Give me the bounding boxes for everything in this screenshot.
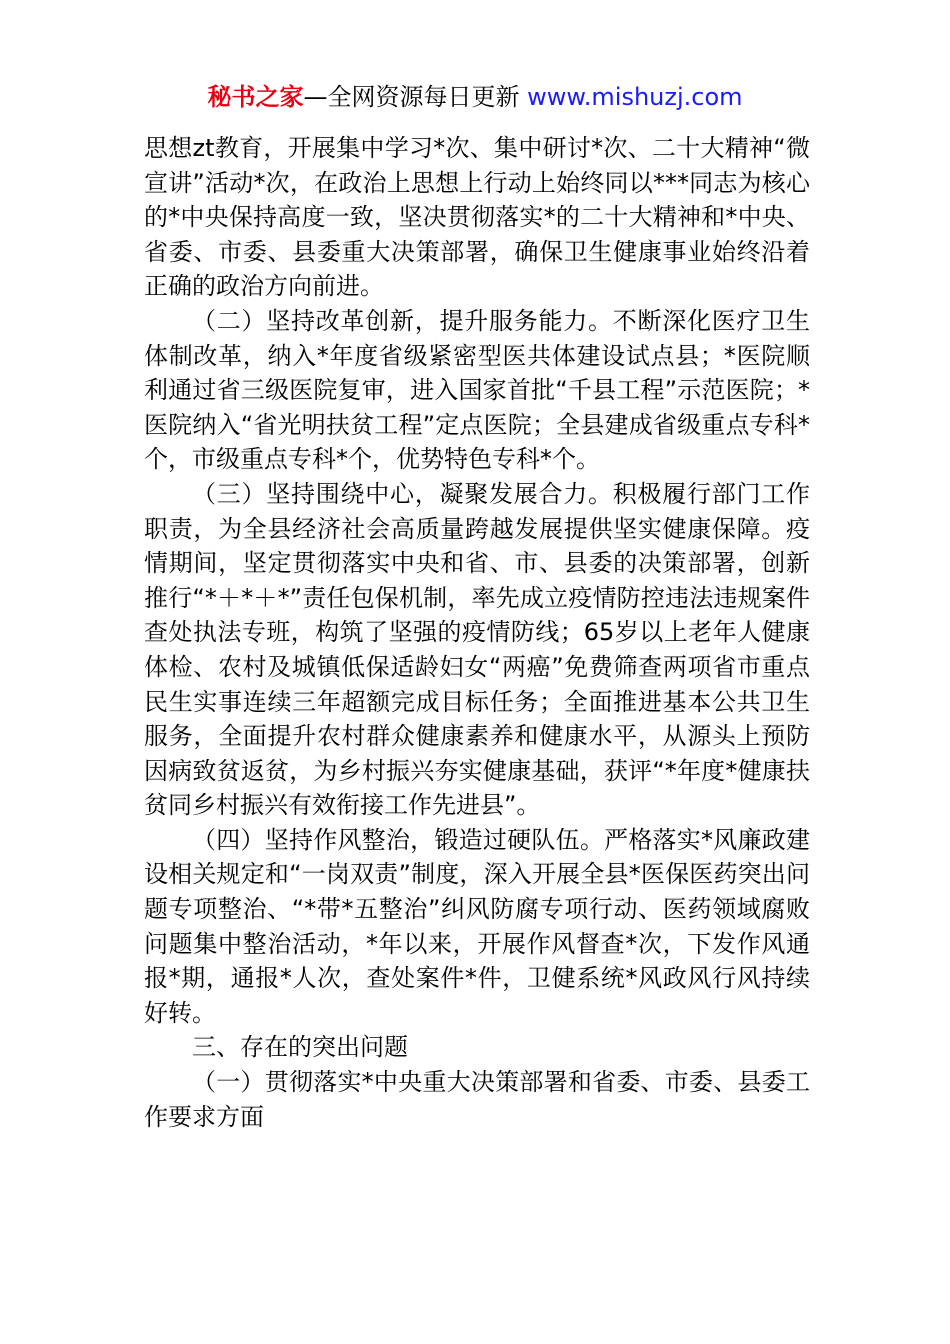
heading-problems: 三、存在的突出问题: [192, 1033, 408, 1062]
paragraph-continuation: 思想zt教育，开展集中学习*次、集中研讨*次、二十大精神“微宣讲”活动*次，在政治上思想上行动上始终同以***同志为核心的*中央保持高度一致，坚决贯彻落实*的二十大精神和*中央、省委、市委、县委重大决策部署，确保卫生健康事业始终沿着正确的政治方向前进。: [144, 134, 810, 301]
page-header: [0, 80, 950, 114]
paragraph-section-3: （三）坚持围绕中心，凝聚发展合力。积极履行部门工作职责，为全县经济社会高质量跨越发展提供坚实健康保障。疫情期间，坚定贯彻落实中央和省、市、县委的决策部署，创新推行“*＋*＋*”责任包保机制，率先成立疫情防控违法违规案件查处执法专班，构筑了坚强的疫情防线；65岁以上老年人健康体检、农村及城镇低保适龄妇女“两癌”免费筛查两项省市重点民生实事连续三年超额完成目标任务；全面推进基本公共卫生服务，全面提升农村群众健康素养和健康水平，从源头上预防因病致贫返贫，为乡村振兴夯实健康基础，获评“*年度*健康扶贫同乡村振兴有效衔接工作先进县”。: [144, 479, 810, 820]
brand-name: 秘书之家: [207, 83, 304, 111]
paragraph-section-4: （四）坚持作风整治，锻造过硬队伍。严格落实*风廉政建设相关规定和“一岗双责”制度，深入开展全县*医保医药突出问题专项整治、“*带*五整治”纠风防腐专项行动、医药领域腐败问题集中整治活动，*年以来，开展作风督查*次，下发作风通报*期，通报*人次，查处案件*件，卫健系统*风政风行风持续好转。: [144, 825, 810, 1027]
document-body: [144, 131, 810, 1134]
header-tagline: —全网资源每日更新: [303, 83, 528, 111]
paragraph-section-2: （二）坚持改革创新，提升服务能力。不断深化医疗卫生体制改革，纳入*年度省级紧密型医共体建设试点县；*医院顺利通过省三级医院复审，进入国家首批“千县工程”示范医院；*医院纳入“省光明扶贫工程”定点医院；全县建成省级重点专科*个，市级重点专科*个，优势特色专科*个。: [144, 306, 810, 474]
site-url-link[interactable]: www.mishuzj.com: [527, 83, 743, 111]
subheading-problem-1: （一）贯彻落实*中央重大决策部署和省委、市委、县委工作要求方面: [144, 1068, 810, 1131]
